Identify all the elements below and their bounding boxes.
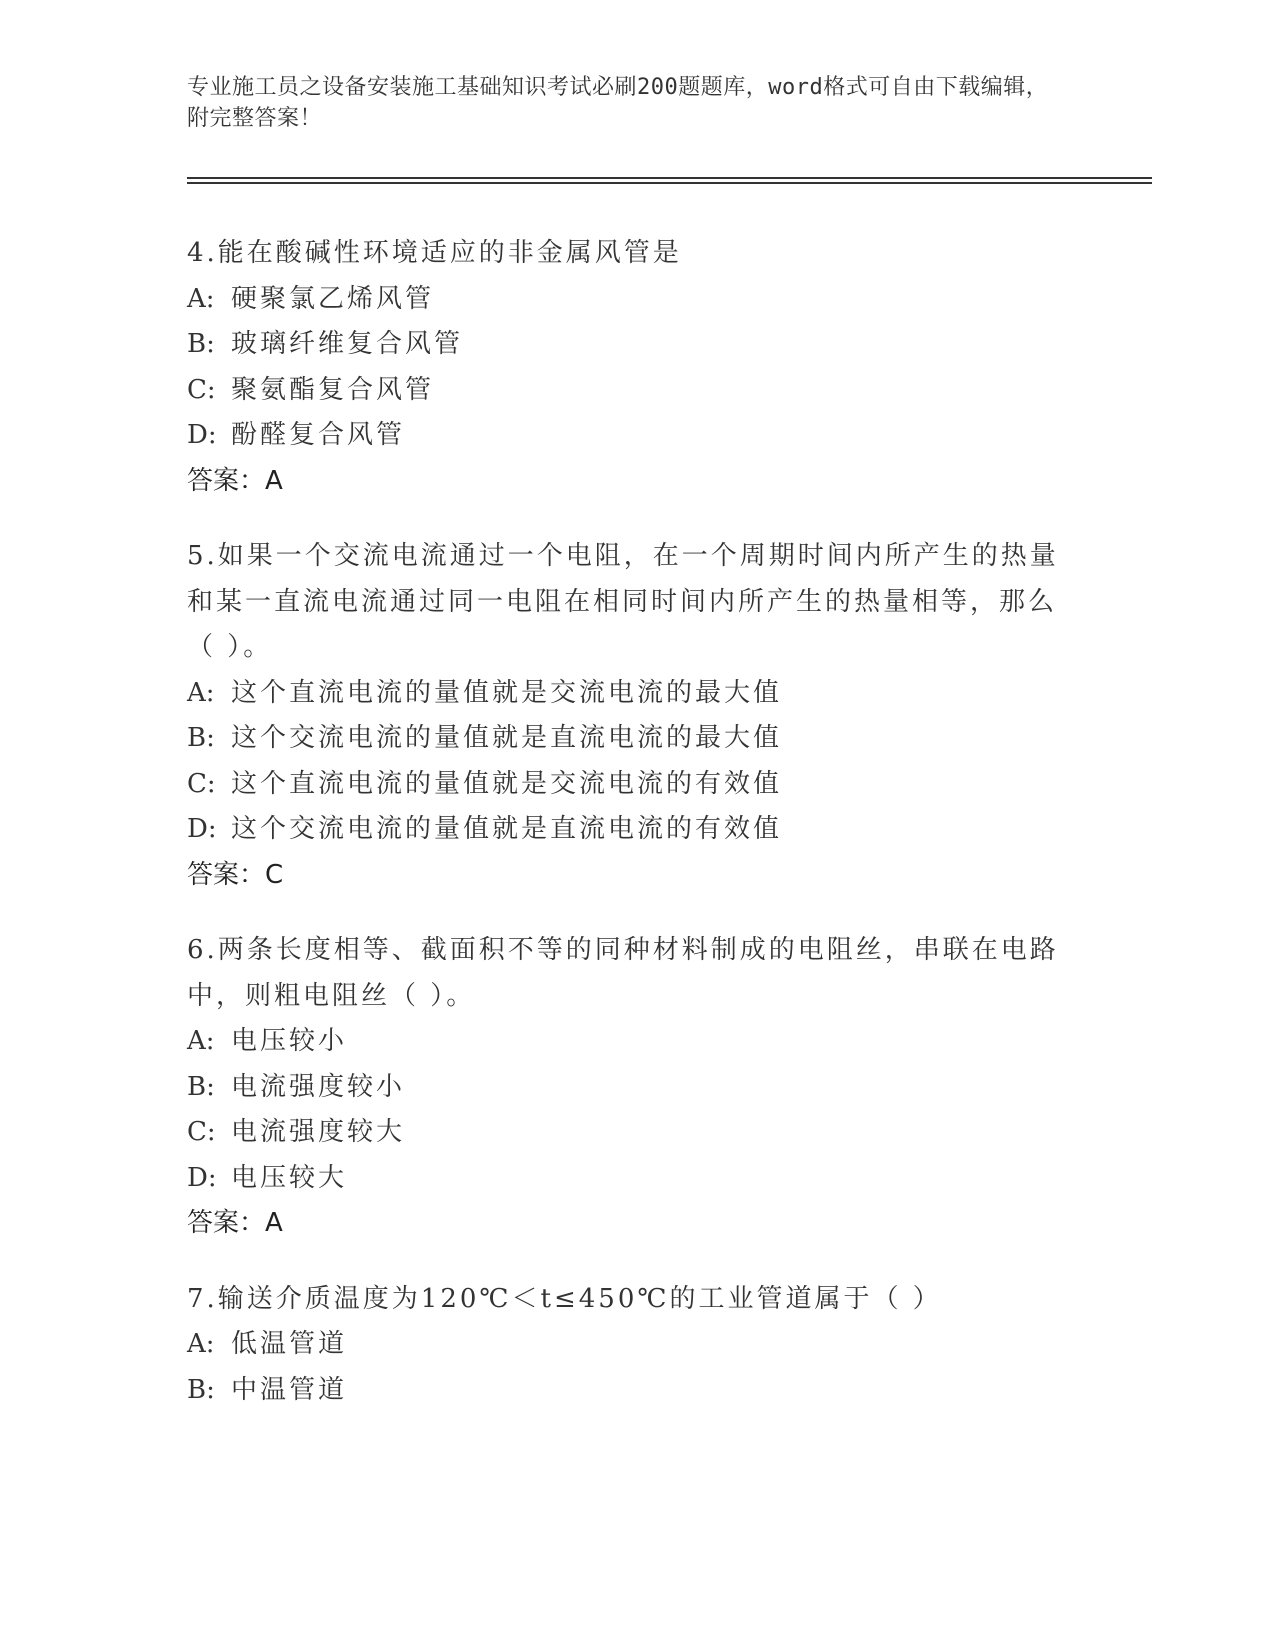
option-text: 聚氨酯复合风管 <box>231 374 435 405</box>
option-letter: B: <box>187 1374 215 1405</box>
answer-line: 答案：A <box>187 1208 283 1238</box>
question-stem: 5.如果一个交流电流通过一个电阻，在一个周期时间内所产生的热量和某一直流电流通过同一电阻在相同时间内所产生的热量相等，那么（ ）。 <box>187 541 1059 662</box>
option-text: 酚醛复合风管 <box>231 420 406 450</box>
question-stem: 6.两条长度相等、截面积不等的同种材料制成的电阻丝，串联在电路中，则粗电阻丝（ ）。 <box>187 935 1059 1011</box>
option-d <box>187 413 1067 459</box>
question-stem: 7.输送介质温度为120℃＜t≤450℃的工业管道属于（ ） <box>187 1283 942 1314</box>
question-4 <box>187 231 1067 504</box>
option-b <box>187 716 1067 762</box>
option-text: 这个直流电流的量值就是交流电流的有效值 <box>231 768 783 799</box>
option-letter: C: <box>187 768 216 799</box>
option-text: 电压较小 <box>231 1026 348 1056</box>
option-text: 这个直流电流的量值就是交流电流的最大值 <box>231 677 783 708</box>
answer-line: 答案：C <box>187 859 284 890</box>
option-b <box>187 1368 1067 1414</box>
option-text: 电流强度较小 <box>231 1071 406 1102</box>
option-d <box>187 807 1067 853</box>
option-b <box>187 322 1067 368</box>
option-c <box>187 1110 1067 1156</box>
option-letter: D: <box>187 814 217 844</box>
option-text: 这个交流电流的量值就是直流电流的有效值 <box>231 814 783 844</box>
document-header: 专业施工员之设备安装施工基础知识考试必刷200题题库，word格式可自由下载编辑，附完整答案！ <box>187 75 1049 131</box>
option-d <box>187 1156 1067 1202</box>
option-letter: B: <box>187 723 215 753</box>
option-letter: D: <box>187 420 217 450</box>
option-a <box>187 1019 1067 1065</box>
option-text: 硬聚氯乙烯风管 <box>231 283 435 314</box>
option-a <box>187 1322 1067 1368</box>
option-c <box>187 762 1067 808</box>
question-stem: 4.能在酸碱性环境适应的非金属风管是 <box>187 238 682 268</box>
option-text: 中温管道 <box>231 1374 348 1405</box>
header-divider-bottom <box>187 182 1152 184</box>
header-divider-top <box>187 177 1152 179</box>
option-a <box>187 277 1067 323</box>
question-6 <box>187 928 1067 1247</box>
option-letter: A: <box>187 283 215 314</box>
question-list <box>187 231 1067 1443</box>
question-5 <box>187 534 1067 898</box>
option-text: 这个交流电流的量值就是直流电流的最大值 <box>231 723 783 753</box>
option-letter: A: <box>187 1026 215 1056</box>
question-7 <box>187 1277 1067 1414</box>
option-letter: A: <box>187 677 215 708</box>
option-letter: B: <box>187 1071 215 1102</box>
option-text: 低温管道 <box>231 1329 348 1359</box>
option-a <box>187 671 1067 717</box>
option-letter: C: <box>187 374 216 405</box>
option-text: 电压较大 <box>231 1162 348 1193</box>
answer-line: 答案：A <box>187 465 283 496</box>
option-letter: C: <box>187 1117 216 1147</box>
option-letter: D: <box>187 1162 217 1193</box>
option-text: 玻璃纤维复合风管 <box>231 329 464 359</box>
option-letter: A: <box>187 1329 215 1359</box>
option-c <box>187 368 1067 414</box>
option-b <box>187 1065 1067 1111</box>
option-text: 电流强度较大 <box>231 1117 406 1147</box>
option-letter: B: <box>187 329 215 359</box>
